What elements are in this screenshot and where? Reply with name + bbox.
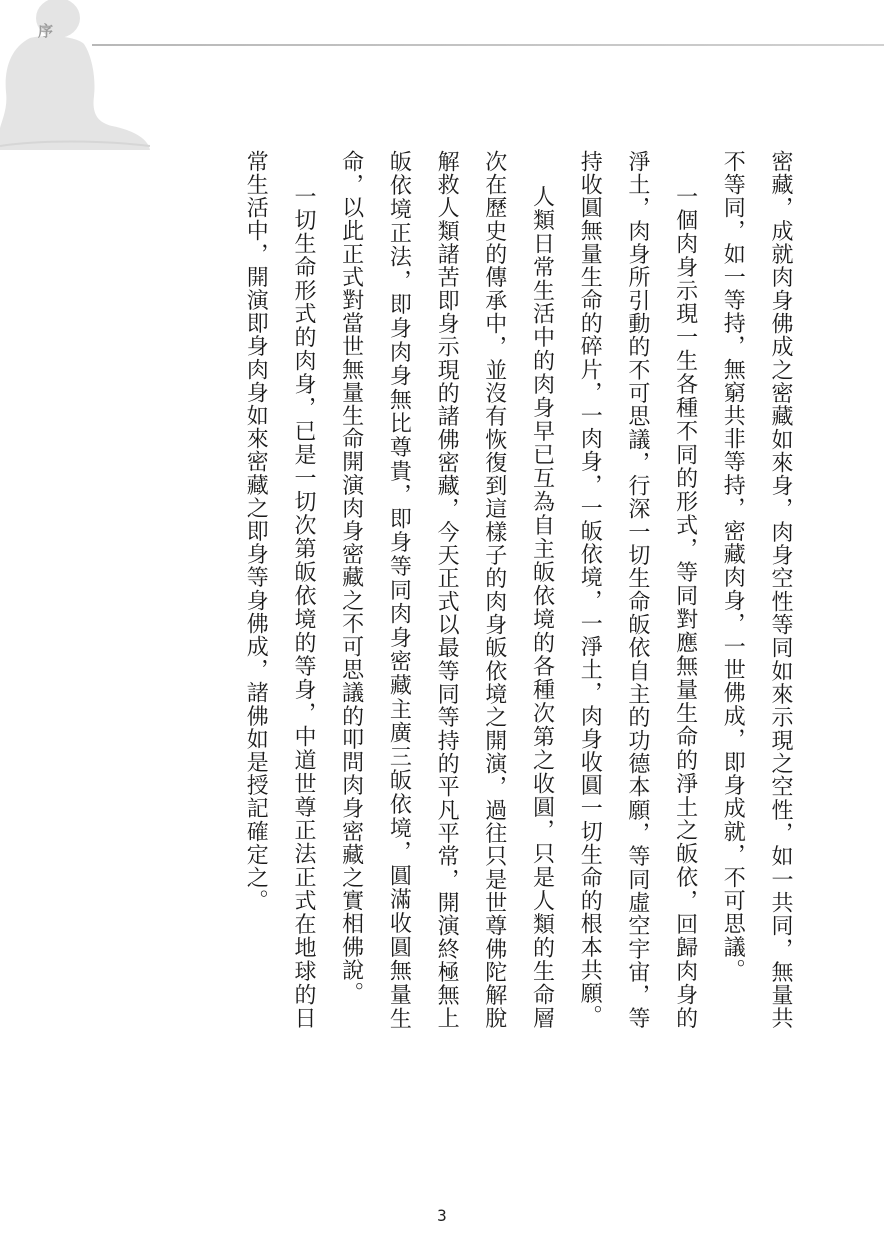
body-paragraph-2: 一個肉身示現一生各種不同的形式，等同對應無量生命的淨土之皈依，回歸肉身的淨土，肉身所引動的不可思議，行深一切生命皈依自主的功德本願，等同虛空宇宙，等持收圓無量生命的碎片，一肉身，一皈依境，一淨土，肉身收圓一切生命的根本共願。 [577,150,698,1030]
body-paragraph-4: 一切生命形式的肉身，已是一切次第皈依境的等身，中道世尊正法正式在地球的日常生活中，開演即身肉身如來密藏之即身等身佛成，諸佛如是授記確定之。 [243,150,316,1030]
body-paragraph-3: 人類日常生活中的肉身早已互為自主皈依境的各種次第之收圓，只是人類的生命層次在歷史的傳承中，並沒有恢復到這樣子的肉身皈依境之開演，過往只是世尊佛陀解脫解救人類諸苦即身示現的諸佛密藏，今天正式以最等同等持的平凡平常，開演終極無上皈依境正法，即身肉身無比尊貴，即身等同肉身密藏主廣三皈依境，圓滿收圓無量生命，以此正式對當世無量生命開演肉身密藏之不可思議的叩問肉身密藏之實相佛說。 [338,150,555,1030]
page-number: 3 [437,1206,447,1225]
header-divider [92,44,884,46]
vertical-text-body [104,150,804,1030]
body-paragraph-1: 密藏，成就肉身佛成之密藏如來身，肉身空性等同如來示現之空性，如一共同，無量共不等同，如一等持，無窮共非等持，密藏肉身，一世佛成，即身成就，不可思議。 [720,150,793,1030]
section-label: 序 [38,22,55,40]
meditating-figure-silhouette-icon [0,0,150,150]
